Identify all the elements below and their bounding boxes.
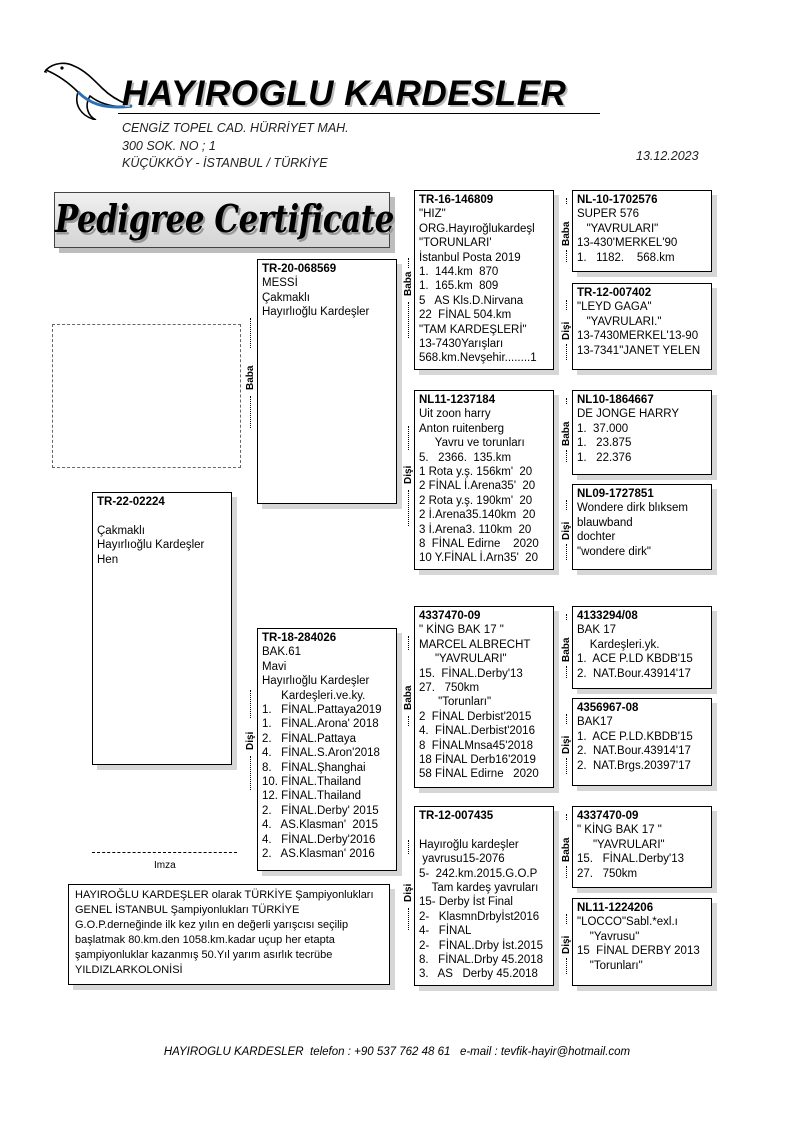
address-line-2: 300 SOK. NO ; 1 [122,138,216,153]
sd-line: 2 FİNAL İ.Arena35' 20 [419,480,536,493]
ss-line: "TORUNLARI' [419,237,492,250]
ssd-line: "LEYD GAGA" [577,301,652,314]
ddd-line: "Yavrusu" [577,930,640,943]
sss-sire-label: Baba [561,198,573,262]
sss-line: SUPER 576 [577,208,640,221]
sd-line: 1 Rota y.ş. 156km' 20 [419,466,533,479]
dd-line: Tam kardeş yavruları [419,882,539,895]
address-line-3: KÜÇÜKKÖY - İSTANBUL / TÜRKİYE [122,156,328,170]
dss-ring-id: 4133294/08 [577,610,638,622]
company-underline [118,113,600,114]
subject-line: Hayırlıoğlu Kardeşler [97,539,205,552]
dam-line: Kardeşleri.ve.ky. [262,689,366,702]
notes-box [68,884,390,985]
dd-line: 4- FİNAL [419,925,472,938]
sds-ring-id: NL10-1864667 [577,394,654,406]
dam-ring-id: TR-18-284026 [262,632,337,644]
ddd-line: "Torunları" [577,959,643,972]
sd-ring-id: NL11-1237184 [419,394,496,406]
dss-sire-label: Baba [561,614,573,678]
company-name: HAYIROGLU KARDESLER [122,74,567,113]
dam-line: 2. FİNAL.Pattaya [262,732,356,745]
photo-placeholder [52,324,241,468]
address-line-1: CENGİZ TOPEL CAD. HÜRRİYET MAH. [122,121,349,135]
subject-line [97,509,231,523]
sd-line: 5. 2366. 135.km [419,451,512,464]
ddd-dam-label: Dişi [561,914,573,974]
ss-line: ORG.Hayıroğlukardeşl [419,222,535,235]
dam-line: 4. FİNAL.Derby'2016 [262,833,376,846]
ssd-line: 13-7430MERKEL'13-90 [577,330,699,343]
sdd-line: Wondere dirk blıksem [577,502,688,515]
sire-line: MESSİ [262,277,298,290]
dd-line: Hayıroğlu kardeşler [419,838,519,851]
sire-ring-id: TR-20-068569 [262,263,337,275]
ssd-line: "YAVRULARI." [577,315,662,328]
ds-line: 2 FİNAL Derbist'2015 [419,710,532,723]
dam-line: Mavi [262,660,287,673]
ds-line: MARCEL ALBRECHT [419,638,531,651]
dd-box [414,806,554,986]
dam-line: 1. FİNAL.Pattaya2019 [262,704,382,717]
sire-box [257,259,397,504]
subject-line: Çakmaklı [97,524,145,537]
ddd-box [572,898,712,986]
ds-line: 18 FİNAL Derb16'2019 [419,754,536,767]
notes-text: HAYIROĞLU KARDEŞLER olarak TÜRKİYE Şampiyonlukları GENEL İSTANBUL Şampiyonlukları TÜRKİYE G.O.P.derneğinde ilk kez yılın en değerli yarışcısı seçilip başlatmak 80.km.den 1058.km.kadar uçup her etapta şampiyonluklar kazanmış 50.Yıl yarım asırlık tecrübe YILDIZLARKOLONİSİ [75,889,374,976]
dam-label: Dişi [245,690,257,790]
dam-line: 4. FİNAL.S.Aron'2018 [262,747,380,760]
signature-line [92,852,237,853]
signature-label: Imza [154,860,176,871]
sss-line: 1. 1182. 568.km [577,251,675,264]
ds-line: " KİNG BAK 17 " [419,624,504,637]
certificate-title-box [54,192,394,248]
ds-sire-label: Baba [403,636,415,726]
dam-line: 10. FİNAL.Thailand [262,776,362,789]
sd-line: 3 İ.Arena3. 110km 20 [419,523,532,536]
sds-box [572,390,712,475]
dsd-line: 2. NAT.Bour.43914'17 [577,745,691,758]
ds-box [414,606,554,788]
dsd-dam-label: Dişi [561,714,573,774]
ds-line: 27. 750km [419,682,480,695]
dd-line: 3. AS Derby 45.2018 [419,968,538,981]
sd-box [414,390,554,570]
ss-line: 1. 144.km 870 [419,266,499,279]
dds-line: 15. FİNAL.Derby'13 [577,853,685,866]
sss-ring-id: NL-10-1702576 [577,194,658,206]
ss-line: 5 AS Kls.D.Nirvana [419,294,524,307]
sds-sire-label: Baba [561,398,573,462]
ds-line: 15. FİNAL.Derby'13 [419,667,523,680]
dd-line: 5- 242.km.2015.G.O.P [419,867,538,880]
ss-sire-label: Baba [403,258,415,338]
ddd-line: "LOCCO"Sabl.*exl.ı [577,916,678,929]
ss-ring-id: TR-16-146809 [419,194,494,206]
dd-ring-id: TR-12-007435 [419,810,494,822]
dsd-line: 1. ACE P.LD.KBDB'15 [577,730,693,743]
dam-line: 12. FİNAL.Thailand [262,790,362,803]
subject-box [92,492,232,765]
dam-line: 4. AS.Klasman' 2015 [262,819,378,832]
ss-line: 1. 165.km 809 [419,280,499,293]
ds-line: 58 FİNAL Edirne 2020 [419,768,539,781]
dss-line: Kardeşleri.yk. [577,638,660,651]
address-block [122,120,349,173]
sds-line: 1. 37.000 [577,422,629,435]
sds-line: 1. 23.875 [577,437,632,450]
dds-box [572,806,712,888]
dsd-box [572,698,712,786]
ssd-ring-id: TR-12-007402 [577,287,652,299]
sd-line: 8 FİNAL Edirne 2020 [419,538,539,551]
pigeon-logo-icon [44,56,134,120]
footer-contact: HAYIROGLU KARDESLER telefon : +90 537 762 48 61 e-mail : tevfik-hayir@hotmail.com [163,1046,631,1058]
sdd-line: "wondere dirk" [577,545,652,558]
dds-ring-id: 4337470-09 [577,810,639,822]
ds-line: "YAVRULARI" [419,653,507,666]
dam-line: 2. AS.Klasman' 2016 [262,848,375,861]
dd-line: 2- KlasmnDrbyİst2016 [419,910,540,923]
dds-line: "YAVRULARI" [577,838,665,851]
sd-line: Uit zoon harry [419,408,491,421]
ddd-line: 15 FİNAL DERBY 2013 [577,945,700,958]
ss-line: "HIZ" [419,208,446,221]
ssd-line: 13-7341"JANET YELEN [577,344,701,357]
dds-sire-label: Baba [561,814,573,878]
dd-line: yavrusu15-2076 [419,853,505,866]
certificate-title: Pedigree Certificate [55,197,394,242]
sds-line: DE JONGE HARRY [577,408,680,421]
ds-ring-id: 4337470-09 [419,610,481,622]
dam-line: BAK.61 [262,646,301,659]
dss-line: BAK 17 [577,624,616,637]
sss-line: 13-430'MERKEL'90 [577,237,678,250]
sss-line: "YAVRULARI" [577,222,659,235]
dam-box [257,628,397,871]
dss-line: 1. ACE P.LD KBDB'15 [577,653,693,666]
ss-line: 13-7430Yarışları [419,338,504,351]
ss-line: 568.km.Nevşehir........1 [419,352,537,365]
subject-ring-id: TR-22-02224 [97,496,165,508]
dd-line: 8. FİNAL.Drby 45.2018 [419,954,544,967]
dsd-line: 2. NAT.Brgs.20397'17 [577,759,691,772]
dds-line: 27. 750km [577,867,638,880]
dsd-line: BAK17 [577,716,613,729]
dam-line: 1. FİNAL.Arona' 2018 [262,718,379,731]
ds-line: 4. FİNAL.Derbist'2016 [419,725,535,738]
sd-dam-label: Dişi [403,426,415,526]
subject-line: Hen [97,553,119,566]
ss-box [414,190,554,370]
dss-line: 2. NAT.Bour.43914'17 [577,667,691,680]
dds-line: " KİNG BAK 17 " [577,824,662,837]
sdd-ring-id: NL09-1727851 [577,488,654,500]
sdd-dam-label: Dişi [561,500,573,560]
dd-line: 2- FİNAL.Drby İst.2015 [419,939,543,952]
ssd-box [572,283,712,370]
ds-line: 8 FİNALMnsa45'2018 [419,739,534,752]
sdd-box [572,484,712,570]
dam-line: 8. FİNAL.Şhanghai [262,761,366,774]
dd-line [419,823,553,837]
ss-line: "TAM KARDEŞLERİ" [419,323,527,336]
dam-line: 2. FİNAL.Derby' 2015 [262,804,379,817]
ssd-dam-label: Dişi [561,300,573,360]
sd-line: Yavru ve torunları [419,437,525,450]
ddd-ring-id: NL11-1224206 [577,902,654,914]
dd-line: 15- Derby İst Final [419,896,513,909]
sd-line: Anton ruitenberg [419,422,505,435]
certificate-date: 13.12.2023 [636,149,699,163]
ss-line: İstanbul Posta 2019 [419,251,521,264]
dam-line: Hayırlıoğlu Kardeşler [262,675,370,688]
ss-line: 22 FİNAL 504.km [419,309,512,322]
sd-line: 10 Y.FİNAL İ.Arn35' 20 [419,552,538,565]
dd-dam-label: Dişi [403,840,415,930]
dsd-ring-id: 4356967-08 [577,702,639,714]
sss-box [572,190,712,272]
sds-line: 1. 22.376 [577,451,632,464]
sire-line: Çakmaklı [262,291,310,304]
dss-box [572,606,712,689]
ds-line: "Torunları" [419,696,492,709]
sdd-line: blauwband [577,516,633,529]
sd-line: 2 İ.Arena35.140km 20 [419,509,536,522]
sd-line: 2 Rota y.ş. 190km' 20 [419,494,533,507]
sire-label: Baba [245,318,257,428]
sdd-line: dochter [577,531,616,544]
sire-line: Hayırlıoğlu Kardeşler [262,306,370,319]
